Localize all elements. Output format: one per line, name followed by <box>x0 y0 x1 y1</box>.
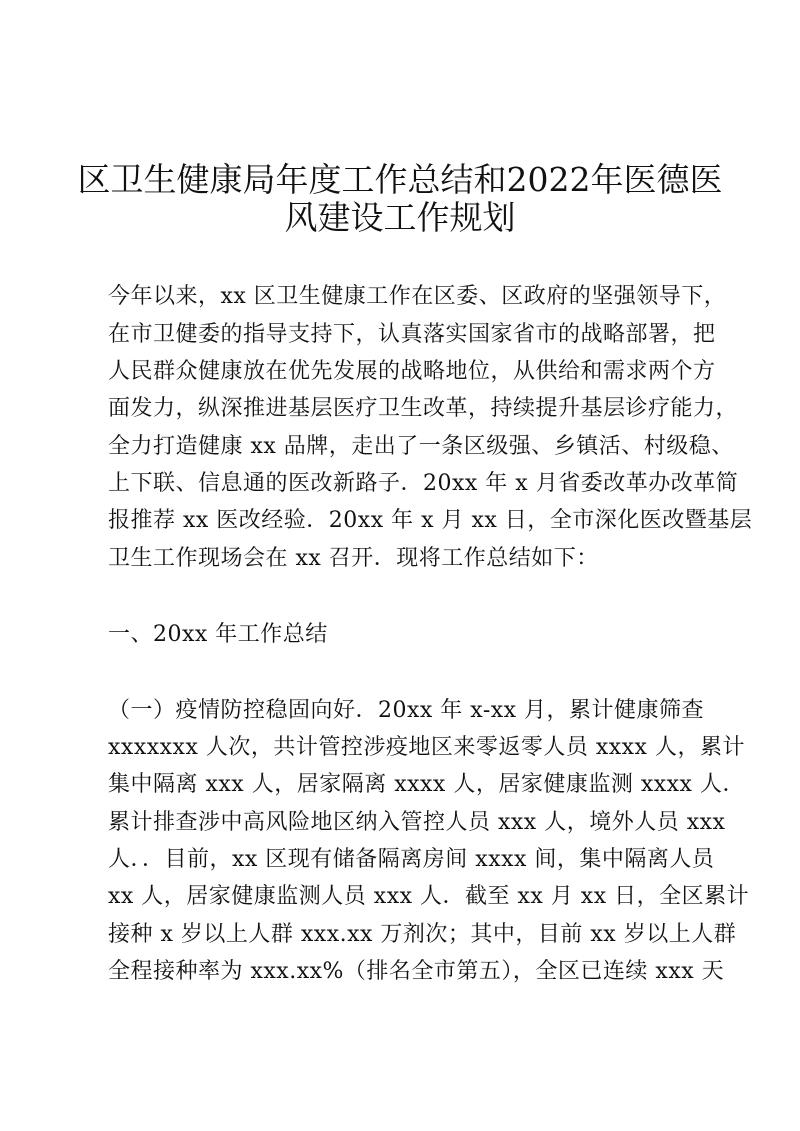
section-line: （一）疫情防控稳固向好．20xx 年 x-xx 月，累计健康筛查 <box>108 698 705 723</box>
intro-line: 全力打造健康 xx 品牌，走出了一条区级强、乡镇活、村级稳、 <box>108 434 734 459</box>
section-line: xxxxxxx 人次，共计管控涉疫地区来零返零人员 xxxx 人，累计 <box>108 735 745 760</box>
section-heading: 一、20xx 年工作总结 <box>108 622 328 647</box>
intro-line: 报推荐 xx 医改经验．20xx 年 x 月 xx 日，全市深化医改暨基层 <box>108 508 753 533</box>
intro-line: 今年以来，xx 区卫生健康工作在区委、区政府的坚强领导下， <box>108 284 727 309</box>
intro-line: 面发力，纵深推进基层医疗卫生改革，持续提升基层诊疗能力， <box>108 396 739 421</box>
section-line: 累计排查涉中高风险地区纳入管控人员 xxx 人，境外人员 xxx <box>108 810 726 835</box>
intro-line: 人民群众健康放在优先发展的战略地位，从供给和需求两个方 <box>108 359 716 384</box>
intro-line: 在市卫健委的指导支持下，认真落实国家省市的战略部署，把 <box>108 322 716 347</box>
section-line: xx 人，居家健康监测人员 xxx 人．截至 xx 月 xx 日，全区累计 <box>108 884 750 909</box>
document-title-line-1: 区卫生健康局年度工作总结和2022年医德医 <box>77 160 723 199</box>
intro-line: 卫生工作现场会在 xx 召开．现将工作总结如下： <box>108 546 599 571</box>
section-line: 人．．目前，xx 区现有储备隔离房间 xxxx 间，集中隔离人员 <box>108 847 715 872</box>
section-line: 全程接种率为 xxx.xx%（排名全市第五），全区已连续 xxx 天 <box>108 959 725 984</box>
section-line: 接种 x 岁以上人群 xxx.xx 万剂次；其中，目前 xx 岁以上人群 <box>108 922 737 947</box>
intro-line: 上下联、信息通的医改新路子．20xx 年 x 月省委改革办改革简 <box>108 471 739 496</box>
document-title-line-2: 风建设工作规划 <box>284 198 516 237</box>
section-line: 集中隔离 xxx 人，居家隔离 xxxx 人，居家健康监测 xxxx 人． <box>108 772 745 797</box>
